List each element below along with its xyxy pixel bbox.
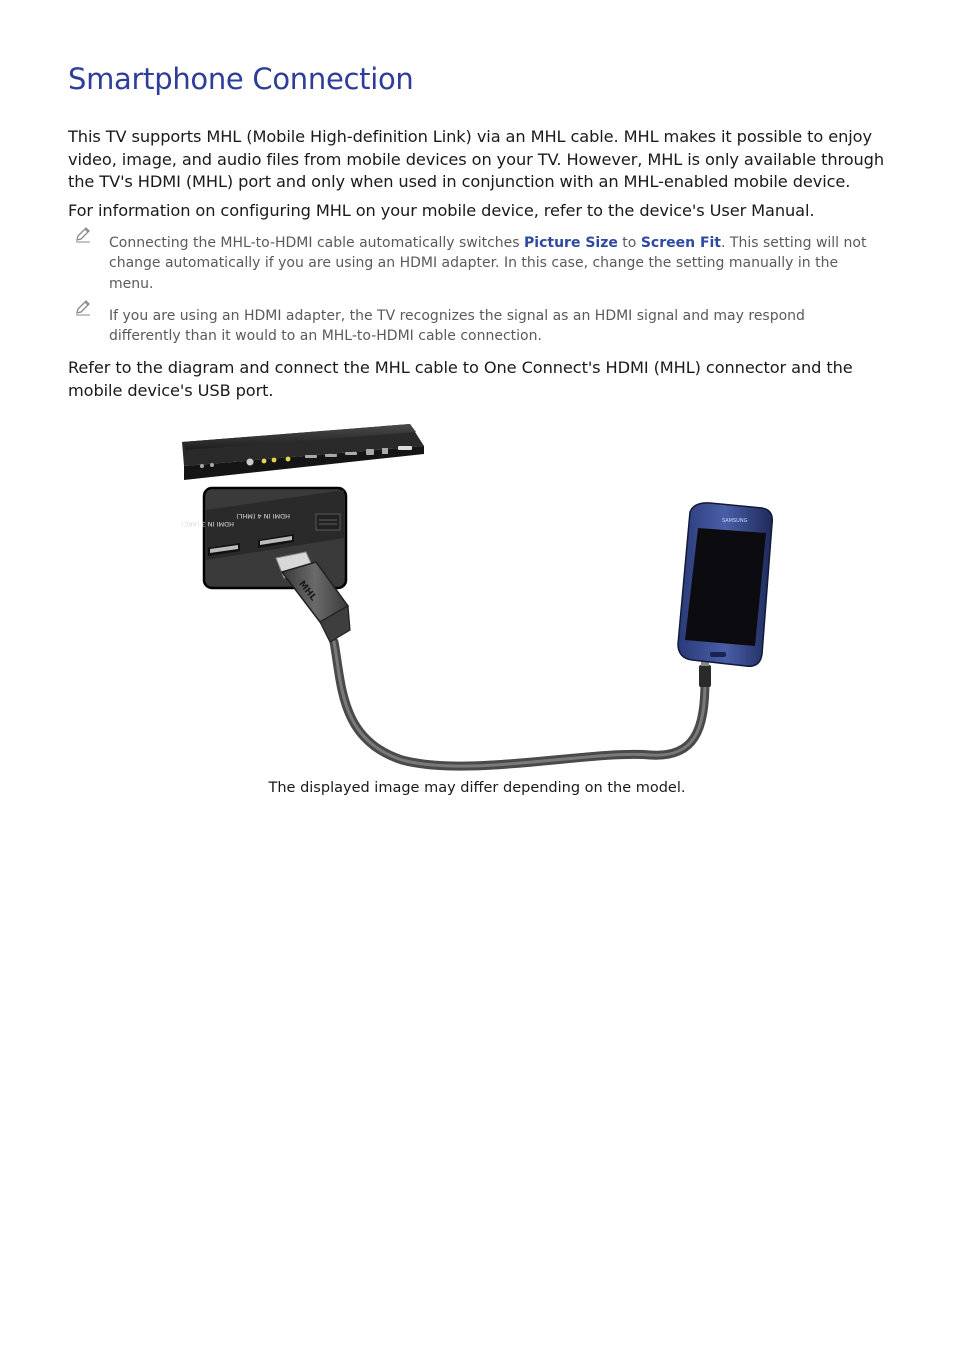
hdmi-in3-label: HDMI IN 3 (ARC) <box>181 520 234 528</box>
phone-brand-logo: SAMSUNG <box>722 518 748 524</box>
smartphone <box>678 503 772 666</box>
note-text: Connecting the MHL-to-HDMI cable automatically switches Picture Size to Screen Fit. This setting will not change automatically if you are using an HDMI adapter. In this case, change the setting manually in the menu. <box>109 235 867 292</box>
hdmi-in4-label: HDMI IN 4 (MHL) <box>236 512 290 520</box>
pencil-note-icon <box>74 226 92 244</box>
image-disclaimer-caption: The displayed image may differ depending on the model. <box>268 780 686 796</box>
note-text: If you are using an HDMI adapter, the TV recognizes the signal as an HDMI signal and may respond differently than it would to an MHL-to-HDMI cable connection. <box>109 308 805 345</box>
diagram-instruction-paragraph: Refer to the diagram and connect the MHL cable to One Connect's HDMI (MHL) connector and the mobile device's USB port. <box>68 358 853 400</box>
config-paragraph: For information on configuring MHL on your mobile device, refer to the device's User Manual. <box>68 201 815 220</box>
mhl-connection-diagram <box>170 410 790 780</box>
pencil-note-icon <box>74 299 92 317</box>
screen-fit-term: Screen Fit <box>640 235 721 251</box>
page-title: Smartphone Connection <box>68 62 414 96</box>
mhl-plug-label: MHL <box>296 579 318 603</box>
intro-paragraph: This TV supports MHL (Mobile High-definition Link) via an MHL cable. MHL makes it possible to enjoy video, image, and audio files from mobile devices on your TV. However, MHL is only available through the TV's HDMI (MHL) port and only when used in conjunction with an MHL-enabled mobile device. <box>68 127 885 191</box>
picture-size-term: Picture Size <box>524 235 618 251</box>
one-connect-box <box>182 424 424 480</box>
